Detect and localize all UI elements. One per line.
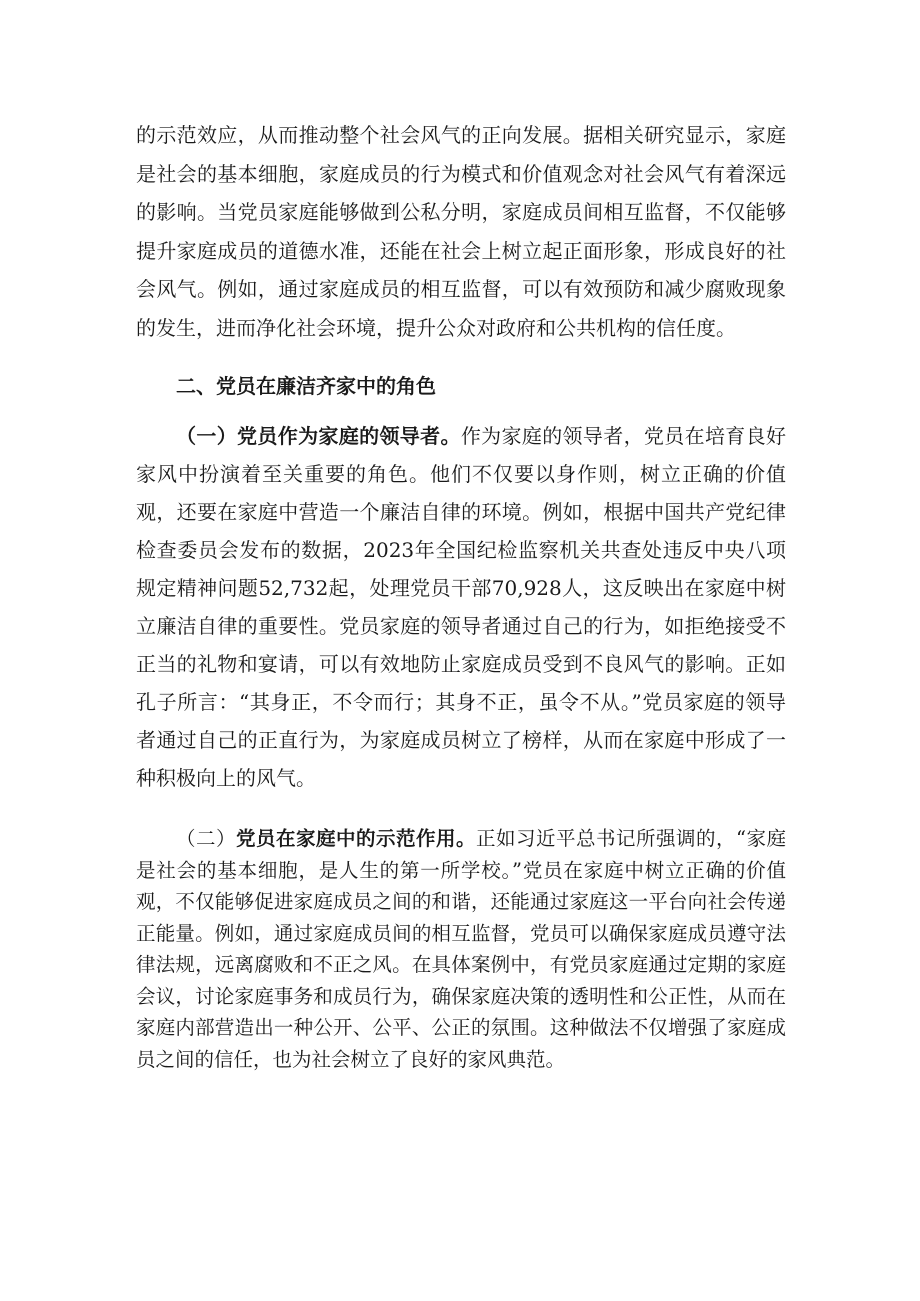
section-heading: 二、党员在廉洁齐家中的角色 — [176, 374, 436, 398]
paragraph-leader-role — [136, 417, 786, 797]
paragraph-leader-body: 作为家庭的领导者，党员在培育良好家风中扮演着至关重要的角色。他们不仅要以身作则，树立正确的价值观，还要在家庭中营造一个廉洁自律的环境。例如，根据中国共产党纪律检查委员会发布的数据，2023年全国纪检监察机关共查处违反中央八项规定精神问题52,732起，处理党员干部70,928人，这反映出在家庭中树立廉洁自律的重要性。党员家庭的领导者通过自己的行为，如拒绝接受不正当的礼物和宴请，可以有效地防止家庭成员受到不良风气的影响。正如孔子所言：“其身正，不令而行；其身不正，虽令不从。”党员家庭的领导者通过自己的正直行为，为家庭成员树立了榜样，从而在家庭中形成了一种积极向上的风气。 — [136, 424, 787, 790]
document-body — [136, 116, 786, 1075]
subsection-heading-leader: （一）党员作为家庭的领导者。 — [176, 424, 461, 448]
paragraph-exemplar-role — [136, 823, 786, 1075]
subsection-prefix-exemplar: （二） — [176, 827, 236, 850]
paragraph-continuation: 的示范效应，从而推动整个社会风气的正向发展。据相关研究显示，家庭是社会的基本细胞，家庭成员的行为模式和价值观念对社会风气有着深远的影响。当党员家庭能够做到公私分明，家庭成员间相互监督，不仅能够提升家庭成员的道德水准，还能在社会上树立起正面形象，形成良好的社会风气。例如，通过家庭成员的相互监督，可以有效预防和减少腐败现象的发生，进而净化社会环境，提升公众对政府和公共机构的信任度。 — [136, 123, 786, 340]
subsection-heading-exemplar: 党员在家庭中的示范作用。 — [236, 827, 476, 850]
paragraph-exemplar-body: 正如习近平总书记所强调的，“家庭是社会的基本细胞，是人生的第一所学校。”党员在家庭中树立正确的价值观，不仅能够促进家庭成员之间的和谐，还能通过家庭这一平台向社会传递正能量。例如，通过家庭成员间的相互监督，党员可以确保家庭成员遵守法律法规，远离腐败和不正之风。在具体案例中，有党员家庭通过定期的家庭会议，讨论家庭事务和成员行为，确保家庭决策的透明性和公正性，从而在家庭内部营造出一种公开、公平、公正的氛围。这种做法不仅增强了家庭成员之间的信任，也为社会树立了良好的家风典范。 — [136, 827, 786, 1071]
